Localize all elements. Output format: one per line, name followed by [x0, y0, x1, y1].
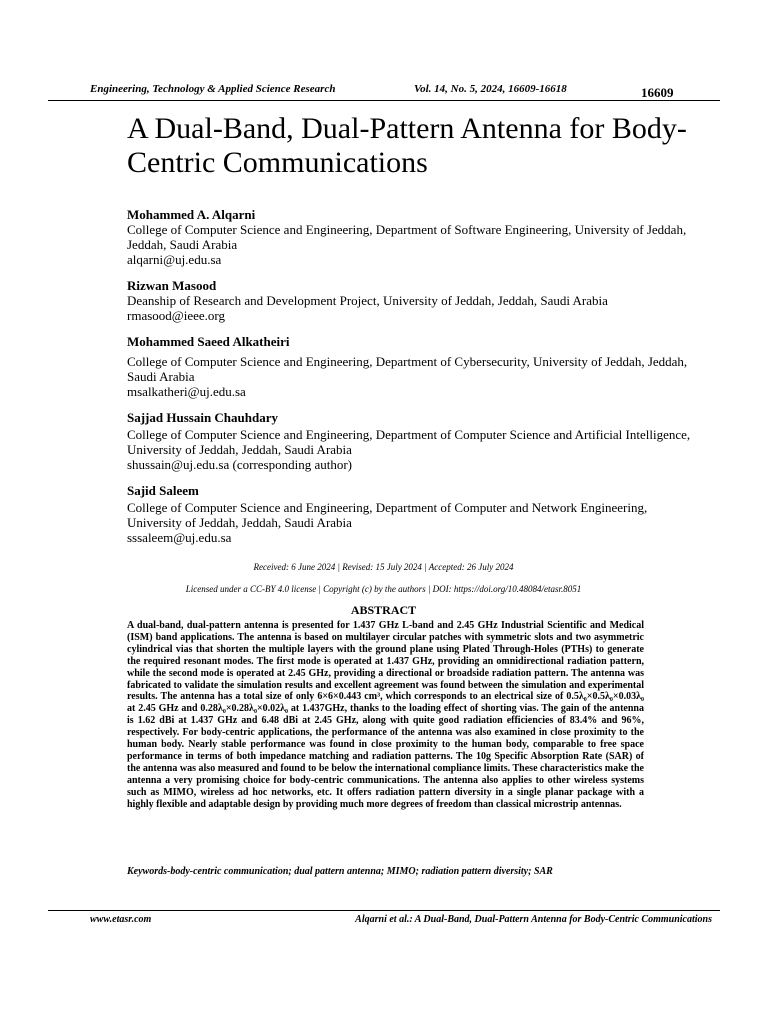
submission-dates: Received: 6 June 2024 | Revised: 15 July 2024 | Accepted: 26 July 2024 — [253, 562, 514, 572]
author-block — [127, 334, 697, 399]
footer-rule — [48, 910, 720, 911]
license-line: Licensed under a CC-BY 4.0 license | Copyright (c) by the authors | DOI: https://doi.org/10.48084/etasr.8051 — [185, 584, 582, 594]
author-email: alqarni@uj.edu.sa — [127, 252, 222, 267]
author-email: sssaleem@uj.edu.sa — [127, 530, 232, 545]
author-name: Rizwan Masood — [127, 278, 217, 293]
journal-name: Engineering, Technology & Applied Science Research — [90, 83, 336, 95]
author-block — [127, 278, 697, 323]
author-email: shussain@uj.edu.sa (corresponding author) — [127, 457, 352, 472]
author-email: msalkatheri@uj.edu.sa — [127, 384, 246, 399]
running-header — [90, 83, 680, 99]
author-affiliation: College of Computer Science and Engineering, Department of Computer and Network Engineering, University of Jeddah, Jeddah, Saudi Arabia — [127, 500, 648, 530]
abstract-heading: ABSTRACT — [350, 603, 417, 617]
paper-title: A Dual-Band, Dual-Pattern Antenna for Body-Centric Communications — [127, 112, 687, 179]
author-name: Sajjad Hussain Chauhdary — [127, 410, 278, 425]
author-name: Mohammed Saeed Alkatheiri — [127, 334, 290, 349]
abstract-text: A dual-band, dual-pattern antenna is presented for 1.437 GHz L-band and 2.45 GHz Industrial Scientific and Medical (ISM) band applications. The antenna is based on multilayer circular patches with symmetric slots and two asymmetric cylindrical vias that shorten the multiple layers with the ground plane using Plated Through-Holes (PTHs) to generate the required resonant modes. The first mode is operated at 1.437 GHz, providing an omnidirectional radiation pattern, while the second mode is operated at 2.45 GHz, providing a directional or broadside radiation pattern. The antenna was fabricated to validate the simulation results and excellent agreement was found between the simulation and experimental results. The antenna has a total size of only 6×6×0.443 cm³, which corresponds to an electrical size of 0.5λ₀×0.5λ₀×0.03λ₀ at 2.45 GHz and 0.28λ₀×0.28λ₀×0.02λ₀ at 1.437GHz, thanks to the loading effect of shorting vias. The gain of the antenna is 1.62 dBi at 1.437 GHz and 6.48 dBi at 2.45 GHz, along with quite good radiation efficiencies of 83.4% and 96%, respectively. For body-centric applications, the performance of the antenna was also examined in close proximity to the human body. Nearly stable performance was found in close proximity to the human body, comparable to free space performance in terms of both impedance matching and radiation patterns. The 10g Specific Absorption Rate (SAR) of the antenna was also measured and found to be below the international compliance limits. These characteristics make the antenna a very promising choice for body-centric communications. The antenna also applies to other wireless systems such as MIMO, wireless ad hoc networks, etc. It offers radiation pattern diversity in a single planar package with a highly flexible and adaptable design by providing much more degrees of freedom than classical microstrip antennas. — [127, 620, 644, 810]
footer-website: www.etasr.com — [90, 914, 152, 925]
author-name: Sajid Saleem — [127, 483, 199, 498]
author-affiliation: College of Computer Science and Engineering, Department of Computer Science and Artificial Intelligence, University of Jeddah, Jeddah, Saudi Arabia — [127, 427, 691, 457]
author-name: Mohammed A. Alqarni — [127, 207, 256, 222]
author-affiliation: Deanship of Research and Development Project, University of Jeddah, Jeddah, Saudi Arabia — [127, 293, 608, 308]
author-block — [127, 207, 697, 267]
author-block — [127, 410, 697, 472]
author-list — [127, 207, 697, 556]
page-number: 16609 — [641, 85, 674, 100]
author-affiliation: College of Computer Science and Engineering, Department of Software Engineering, University of Jeddah, Jeddah, Saudi Arabia — [127, 222, 687, 252]
volume-info: Vol. 14, No. 5, 2024, 16609-16618 — [414, 83, 567, 95]
author-block — [127, 483, 697, 545]
author-affiliation: College of Computer Science and Engineering, Department of Cybersecurity, University of Jeddah, Jeddah, Saudi Arabia — [127, 354, 688, 384]
footer-citation: Alqarni et al.: A Dual-Band, Dual-Pattern Antenna for Body-Centric Communications — [355, 914, 712, 925]
author-email: rmasood@ieee.org — [127, 308, 226, 323]
header-rule — [48, 100, 720, 101]
keywords: Keywords-body-centric communication; dual pattern antenna; MIMO; radiation pattern diversity; SAR — [127, 866, 553, 877]
